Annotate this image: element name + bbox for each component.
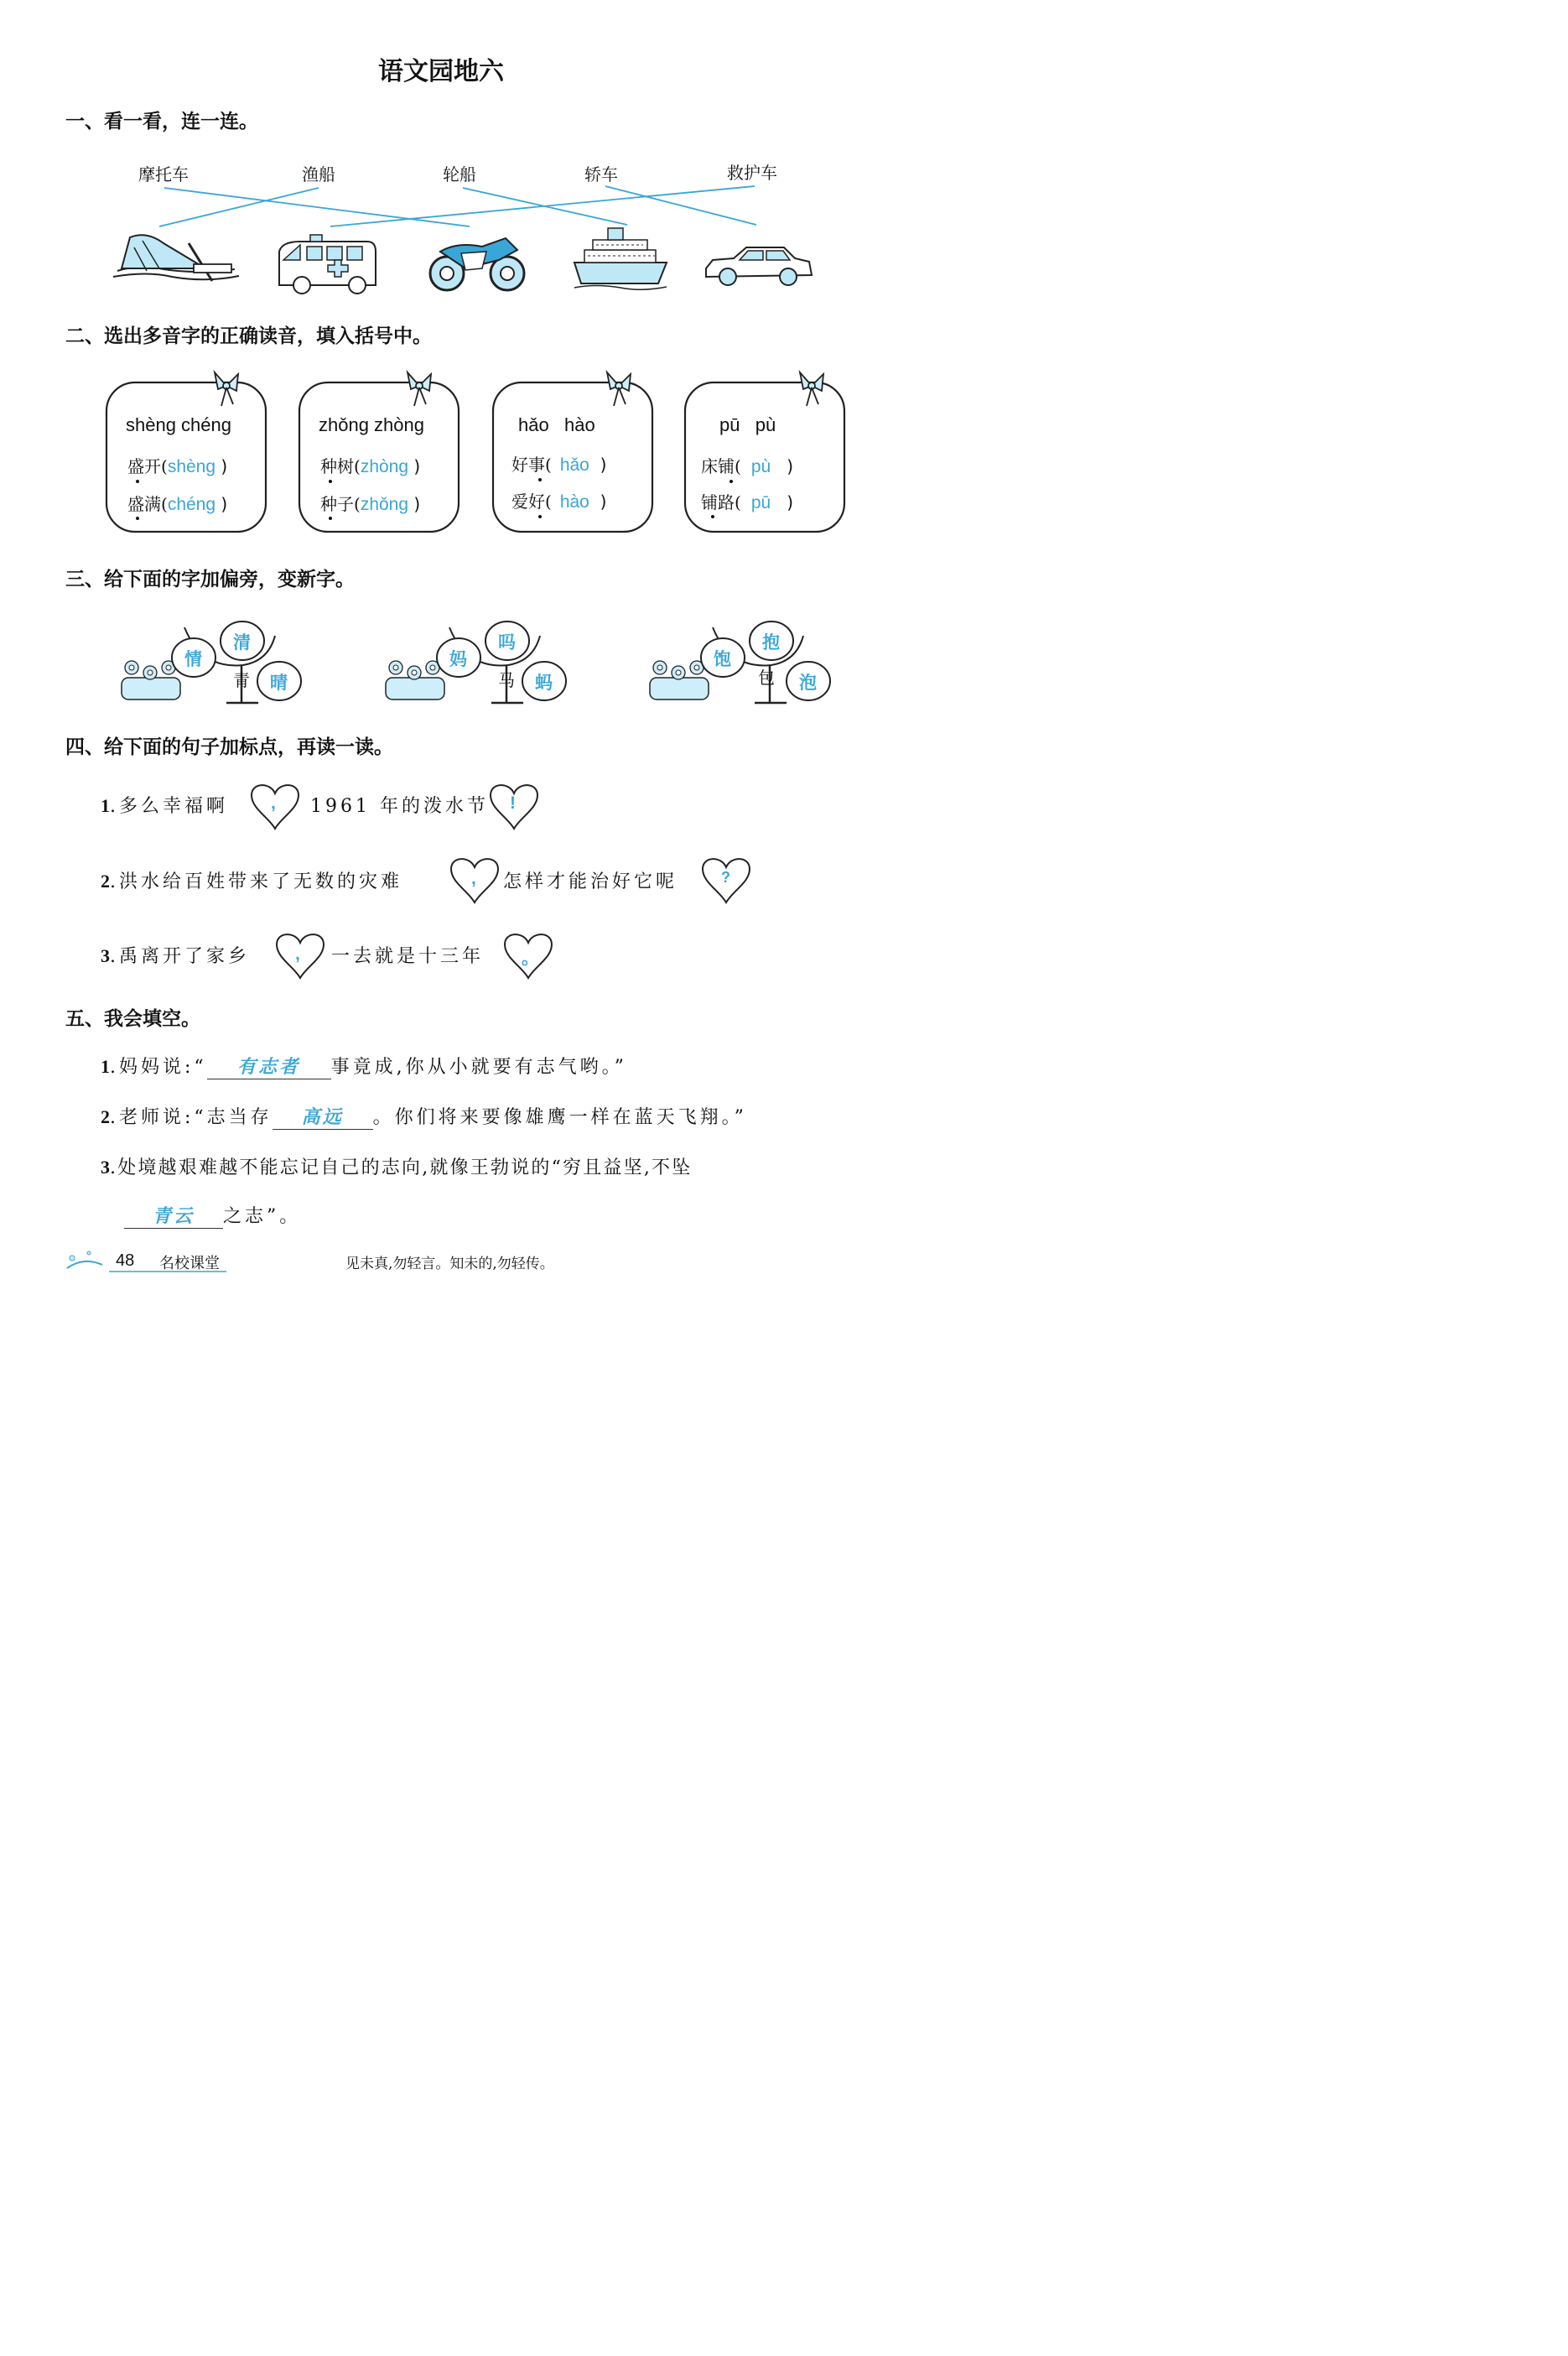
ribbon-bow-icon [408, 372, 431, 406]
polyphone-item-2a: 种树(zhòng ) [320, 456, 421, 476]
section-3-heading: 三、给下面的字加偏旁，变新字。 [65, 569, 355, 590]
punct-sentence-2a: 2.洪水给百姓带来了无数的灾难 [101, 871, 402, 892]
vehicle-label-fishing-boat[interactable]: 渔船 [302, 164, 335, 185]
section-2-heading: 二、选出多音字的正确读音，填入括号中。 [65, 325, 432, 347]
polyphone-item-2b: 种子(zhǒng ) [320, 494, 421, 514]
radical-answer-3b[interactable]: 抱 [762, 633, 780, 653]
fill-item-3: 3.处境越艰难越不能忘记自己的志向,就像王勃说的“穷且益坚,不坠 [101, 1157, 693, 1178]
polyphone-item-1b: 盛满(chéng ) [127, 494, 228, 514]
punct-answer-2b[interactable]: ? [721, 869, 730, 886]
fill-item-3-cont: 青云 之志”。 [124, 1202, 301, 1229]
punct-answer-1a[interactable]: , [271, 793, 276, 813]
polyphone-item-3a: 好事( hǎo ) [511, 455, 607, 475]
matching-lines [0, 0, 882, 319]
car-icon [706, 247, 812, 285]
emphasis-dot [711, 515, 714, 518]
pinyin-options-2: zhǒng zhòng [319, 414, 424, 435]
radical-answer-1c[interactable]: 晴 [270, 674, 288, 693]
polyphone-item-1a: 盛开(shèng ) [127, 456, 228, 476]
book-name: 名校课堂 [159, 1255, 220, 1272]
radical-answer-1b[interactable]: 清 [233, 633, 251, 653]
answer-1b[interactable]: chéng [167, 495, 216, 514]
punct-sentence-1a: 1.多么幸福啊 [101, 795, 228, 817]
match-line-fishing-boat [159, 188, 319, 226]
heart-icon [277, 934, 324, 978]
polyphone-item-4a: 床铺( pù ) [701, 456, 794, 476]
vehicle-label-ambulance[interactable]: 救护车 [727, 163, 777, 183]
emphasis-dot [329, 517, 332, 520]
section-5-heading: 五、我会填空。 [65, 1008, 200, 1030]
motorcycle-icon [430, 238, 524, 290]
section-1-heading: 一、看一看，连一连。 [65, 111, 258, 133]
match-line-car [605, 186, 756, 225]
ambulance-icon [279, 235, 376, 294]
answer-2b[interactable]: zhǒng [360, 495, 409, 514]
footer-motto: 见未真,勿轻言。知未的,勿轻传。 [345, 1256, 554, 1272]
fill-item-2: 2.老师说:“志当存 高远 。你们将来要像雄鹰一样在蓝天飞翔。” [101, 1103, 747, 1130]
punct-answer-3a[interactable]: , [295, 944, 300, 964]
answer-4a[interactable]: pù [750, 457, 771, 476]
polyphone-item-4b: 铺路( pū ) [701, 492, 794, 512]
ribbon-bow-icon [215, 372, 238, 406]
boat-icon [113, 235, 239, 281]
radical-base-3: 包 [758, 668, 775, 688]
punct-sentence-3b: 一去就是十三年 [331, 946, 485, 967]
vehicle-label-ship[interactable]: 轮船 [443, 164, 476, 185]
page-number: 48 [116, 1251, 135, 1270]
radical-answer-3c[interactable]: 泡 [799, 674, 817, 693]
answer-3b[interactable]: hào [559, 492, 589, 512]
ship-icon [574, 228, 667, 289]
punct-sentence-3a: 3.禹离开了家乡 [101, 945, 250, 967]
emphasis-dot [538, 515, 542, 518]
punct-sentence-1b: 1961 年的泼水节 [310, 796, 489, 817]
punct-answer-2a[interactable]: , [471, 869, 476, 888]
radical-base-1: 青 [233, 670, 250, 690]
vehicle-label-motorcycle[interactable]: 摩托车 [138, 164, 189, 185]
page-title: 语文园地六 [378, 57, 504, 86]
answer-2a[interactable]: zhòng [360, 457, 409, 476]
emphasis-dot [136, 480, 139, 483]
match-line-motorcycle [164, 188, 470, 226]
answer-4b[interactable]: pū [750, 493, 771, 512]
radical-base-2: 马 [498, 670, 515, 690]
radical-answer-2a[interactable]: 妈 [449, 650, 467, 669]
match-line-ambulance [330, 186, 755, 226]
polyphone-item-3b: 爱好( hào ) [511, 491, 607, 512]
emphasis-dot [729, 480, 733, 483]
emphasis-dot [329, 480, 332, 483]
fill-blank-1[interactable]: 有志者 [207, 1053, 331, 1079]
fill-item-1: 1.妈妈说:“ 有志者 事竟成,你从小就要有志气哟。” [101, 1053, 627, 1079]
pinyin-options-1: shèng chéng [126, 414, 231, 435]
section-4-heading: 四、给下面的句子加标点，再读一读。 [65, 736, 393, 758]
pinyin-options-4: pū pù [719, 414, 776, 435]
ribbon-bow-icon [800, 372, 823, 406]
answer-1a[interactable]: shèng [167, 457, 216, 476]
answer-3a[interactable]: hǎo [559, 455, 589, 475]
radical-answer-2c[interactable]: 蚂 [535, 674, 553, 693]
fill-blank-2[interactable]: 高远 [273, 1103, 373, 1130]
emphasis-dot [538, 478, 542, 481]
punct-sentence-2b: 怎样才能治好它呢 [503, 871, 678, 892]
ribbon-bow-icon [607, 372, 631, 406]
radical-answer-2b[interactable]: 吗 [498, 633, 516, 653]
emphasis-dot [136, 517, 139, 520]
pinyin-options-3: hǎo hào [518, 414, 595, 435]
punct-answer-3b[interactable]: 。 [522, 949, 539, 968]
fill-blank-3[interactable]: 青云 [124, 1202, 223, 1229]
radical-illustrations [0, 611, 882, 711]
punct-answer-1b[interactable]: ! [510, 793, 516, 813]
vehicle-label-car[interactable]: 轿车 [584, 164, 618, 185]
radical-answer-1a[interactable]: 情 [184, 650, 202, 669]
radical-answer-3a[interactable]: 饱 [714, 650, 731, 669]
